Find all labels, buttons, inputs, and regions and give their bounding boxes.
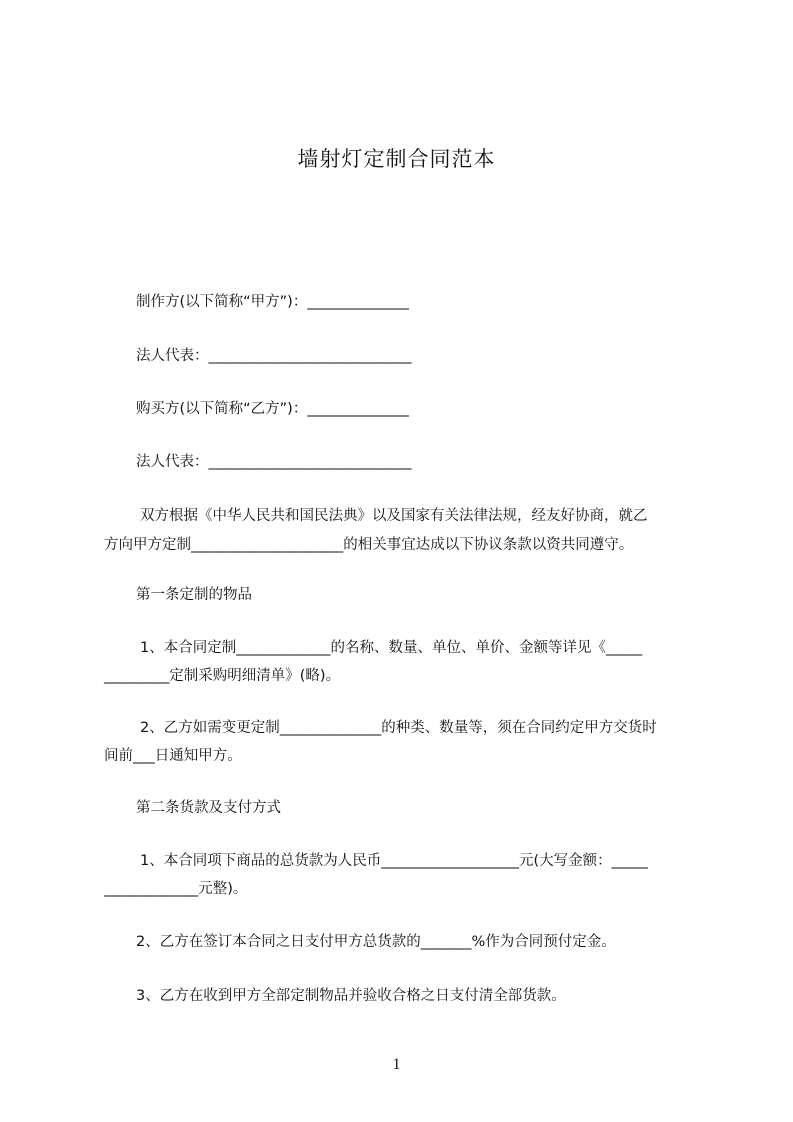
article-1-item-1-line-1: 1、本合同定制_____________的名称、数量、单位、单价、金额等详见《_____ [140,640,643,656]
party-b-representative-line: 法人代表：____________________________ [136,454,412,470]
document-title: 墙射灯定制合同范本 [297,147,496,171]
article-1-item-2-line-1: 2、乙方如需变更定制______________的种类、数量等，须在合同约定甲方交货时 [140,720,657,736]
party-a-representative-line: 法人代表：____________________________ [136,348,412,364]
article-2-item-2: 2、乙方在签订本合同之日支付甲方总货款的_______%作为合同预付定金。 [136,934,616,950]
article-1-item-2-line-2: 间前___日通知甲方。 [104,748,242,764]
article-2-heading: 第二条货款及支付方式 [136,800,281,816]
article-2-item-1-line-2: _____________元整)。 [104,881,248,897]
party-b-line: 购买方(以下简称“乙方”)：______________ [136,401,409,417]
preamble-line-2: 方向甲方定制_____________________的相关事宜达成以下协议条款以资共同遵守。 [104,537,634,553]
article-1-heading: 第一条定制的物品 [136,587,252,603]
article-2-item-1-line-1: 1、本合同项下商品的总货款为人民币___________________元(大写金额：_____ [140,853,648,869]
page-number: 1 [392,1056,401,1073]
party-a-line: 制作方(以下简称“甲方”)：______________ [136,294,409,310]
article-1-item-1-line-2: _________定制采购明细清单》(略)。 [104,668,341,684]
preamble-line-1: 双方根据《中华人民共和国民法典》以及国家有关法律法规，经友好协商，就乙 [140,508,648,524]
article-2-item-3: 3、乙方在收到甲方全部定制物品并验收合格之日支付清全部货款。 [136,988,566,1004]
